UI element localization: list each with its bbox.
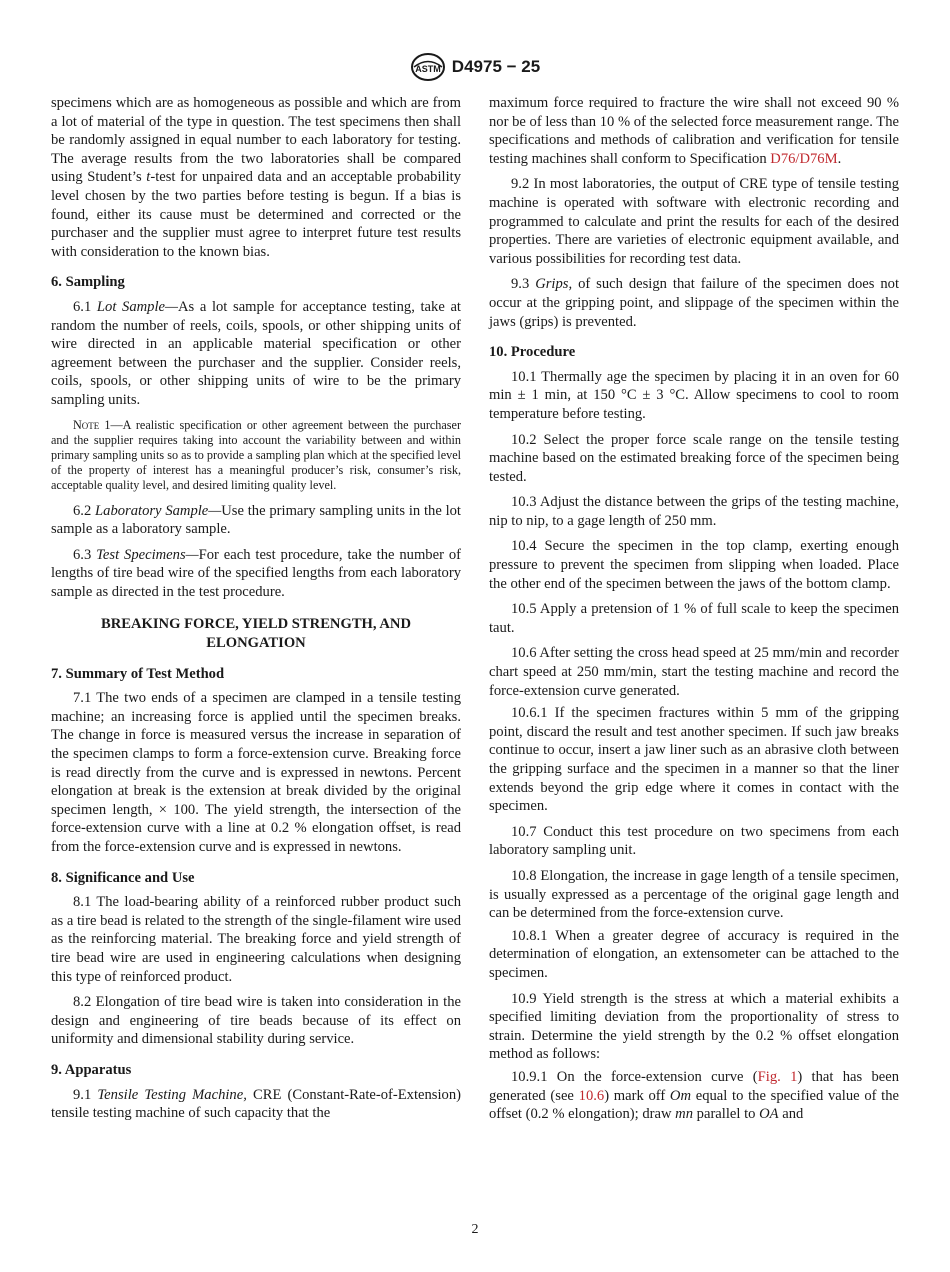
section-heading-sampling: 6. Sampling (51, 274, 125, 291)
paragraph-10-1: 10.1 Thermally age the specimen by placing it in an oven for 60 min ± 1 min, at 150 °C ± 3 °C. Allow specimens to cool to room temperature before testing. (489, 368, 899, 422)
page-header (0, 52, 950, 82)
paragraph-8-1: 8.1 The load-bearing ability of a reinforced rubber product such as a tire bead is related to the strength of the single-filament wire used as the reinforcing material. The breaking force and yield strength of tire bead wire are used in engineering calculations when designing this type of reinforced product. (51, 894, 461, 985)
document-number: D4975 − 25 (451, 57, 541, 76)
paragraph-10-9: 10.9 Yield strength is the stress at which a material exhibits a specified limiting deviation from the proportionality of stress to strain. Determine the yield strength by the 0.2 % offset elongation method as follows: (489, 990, 899, 1063)
paragraph-10-7: 10.7 Conduct this test procedure on two specimens from each laboratory sampling unit. (489, 823, 899, 859)
paragraph-10-8: 10.8 Elongation, the increase in gage length of a tensile specimen, is usually expressed as a percentage of the original gage length and can be determined from the force-extension curve. (489, 867, 899, 922)
paragraph-10-9-1: 10.9.1 On the force-extension curve (Fig. 1) that has been generated (see 10.6) mark off Om equal to the specified value of the offset (0.2 % elongation); draw mn parallel to OA and (489, 1068, 900, 1123)
section-heading-summary: 7. Summary of Test Method (51, 665, 225, 682)
paragraph-10-2: 10.2 Select the proper force scale range on the tensile testing machine based on the estimated breaking force of the specimen being tested. (489, 431, 899, 485)
left-column (51, 94, 461, 1130)
page-number: 2 (471, 1222, 479, 1237)
paragraph-9-1: 9.1 Tensile Testing Machine, CRE (Constant-Rate-of-Extension) tensile testing machine of such capacity that the (51, 1086, 461, 1122)
paragraph-8-2: 8.2 Elongation of tire bead wire is taken into consideration in the design and engineering of tire beads because of its effect on uniformity and dimensional stability during service. (51, 994, 461, 1048)
paragraph-6-3: 6.3 Test Specimens—For each test procedure, take the number of lengths of tire bead wire of the specified lengths from each laboratory sample as directed in the test procedure. (51, 546, 461, 600)
section-heading-procedure: 10. Procedure (489, 344, 576, 361)
continued-paragraph: specimens which are as homogeneous as possible and which are from a lot of material of the type in question. The test specimens then shall be randomly assigned in equal number to each laboratory for testing. The average results from the two laboratories shall be compared using Student’s t-test for unpaired data and an acceptable probability level chosen by the two parties before testing is begun. If a bias is found, either its cause must be determined and corrected or the purchaser and the supplier must agree to interpret future test results with consideration to the known bias. (51, 95, 461, 260)
paragraph-10-5: 10.5 Apply a pretension of 1 % of full scale to keep the specimen taut. (489, 601, 899, 636)
right-column (489, 94, 899, 1131)
paragraph-10-6: 10.6 After setting the cross head speed at 25 mm/min and recorder chart speed at 250 mm/min, start the testing machine and record the force-extension curve generated. (489, 645, 899, 699)
paragraph-6-1: 6.1 Lot Sample—As a lot sample for acceptance testing, take at random the number of reels, coils, spools, or other shipping units of wire directed in an applicable material specification or other agreement between the purchaser and the supplier. Consider reels, coils, spools, or other shipping units of wire to be the primary sampling units. (51, 298, 461, 408)
section-heading-significance: 8. Significance and Use (51, 869, 195, 886)
paragraph-7-1: 7.1 The two ends of a specimen are clamped in a tensile testing machine; an increasing force is applied until the specimen breaks. The change in force is measured versus the increase in separation of the specimen clamps to form a force-extension curve. Breaking force is read directly from the curve and is expressed in newtons. Percent elongation at break is the extension at break divided by the original specimen length, × 100. The yield strength, the intersection of the force-extension curve with a line at 0.2 % elongation offset, is read from the force-extension curve and is expressed in newtons. (51, 690, 461, 856)
svg-text:ASTM: ASTM (415, 64, 441, 74)
paragraph-9-3: 9.3 Grips, of such design that failure of the specimen does not occur at the gripping point, and slippage of the specimen within the jaws (grips) is prevented. (489, 276, 900, 330)
paragraph-6-2: 6.2 Laboratory Sample—Use the primary sampling units in the lot sample as a laboratory sample. (51, 502, 461, 538)
paragraph-10-4: 10.4 Secure the specimen in the top clamp, exerting enough pressure to prevent the specimen from slipping when loaded. Place the other end of the specimen between the jaws of the bottom clamp. (489, 538, 899, 592)
continued-paragraph-right: maximum force required to fracture the wire shall not exceed 90 % nor be of less than 10 % of the selected force measurement range. The specifications and methods of calibration and verification for tensile testing machines shall conform to Specification D76/D76M. (489, 95, 899, 167)
center-heading: BREAKING FORCE, YIELD STRENGTH, AND ELONGATION (100, 616, 412, 652)
figure-link[interactable]: Fig. 1 (757, 1068, 798, 1085)
paragraph-10-8-1: 10.8.1 When a greater degree of accuracy is required in the determination of elongation, an extensometer can be attached to the specimen. (489, 927, 899, 981)
spec-link[interactable]: D76/D76M (770, 150, 838, 167)
paragraph-10-3: 10.3 Adjust the distance between the grips of the testing machine, nip to nip, to a gage length of 250 mm. (489, 494, 899, 529)
paragraph-10-6-1: 10.6.1 If the specimen fractures within 5 mm of the gripping point, discard the result and test another specimen. If such jaw breaks continue to occur, insert a jaw liner such as an abrasive cloth between the gripping surface and the specimen in a manner so that the liner extends beyond the grip edge where it comes in contact with the specimen. (489, 705, 899, 815)
note-1: Note 1—A realistic specification or other agreement between the purchaser and the supplier requires taking into account the variability between and within primary sampling units so as to provide a sampling plan which at the specified level of the property of interest has a meaningful producer’s risk, consumer’s risk, acceptable quality level, and desired limiting quality level. (51, 417, 461, 493)
paragraph-9-2: 9.2 In most laboratories, the output of CRE type of tensile testing machine is operated with software with electronic recording and programmed to calculate and print the results for each of the desired properties. There are varieties of electronic equipment available, and various possibilities for recording test data. (489, 176, 899, 267)
section-link[interactable]: 10.6 (578, 1087, 605, 1104)
astm-logo-icon (410, 52, 446, 82)
section-heading-apparatus: 9. Apparatus (51, 1061, 132, 1078)
